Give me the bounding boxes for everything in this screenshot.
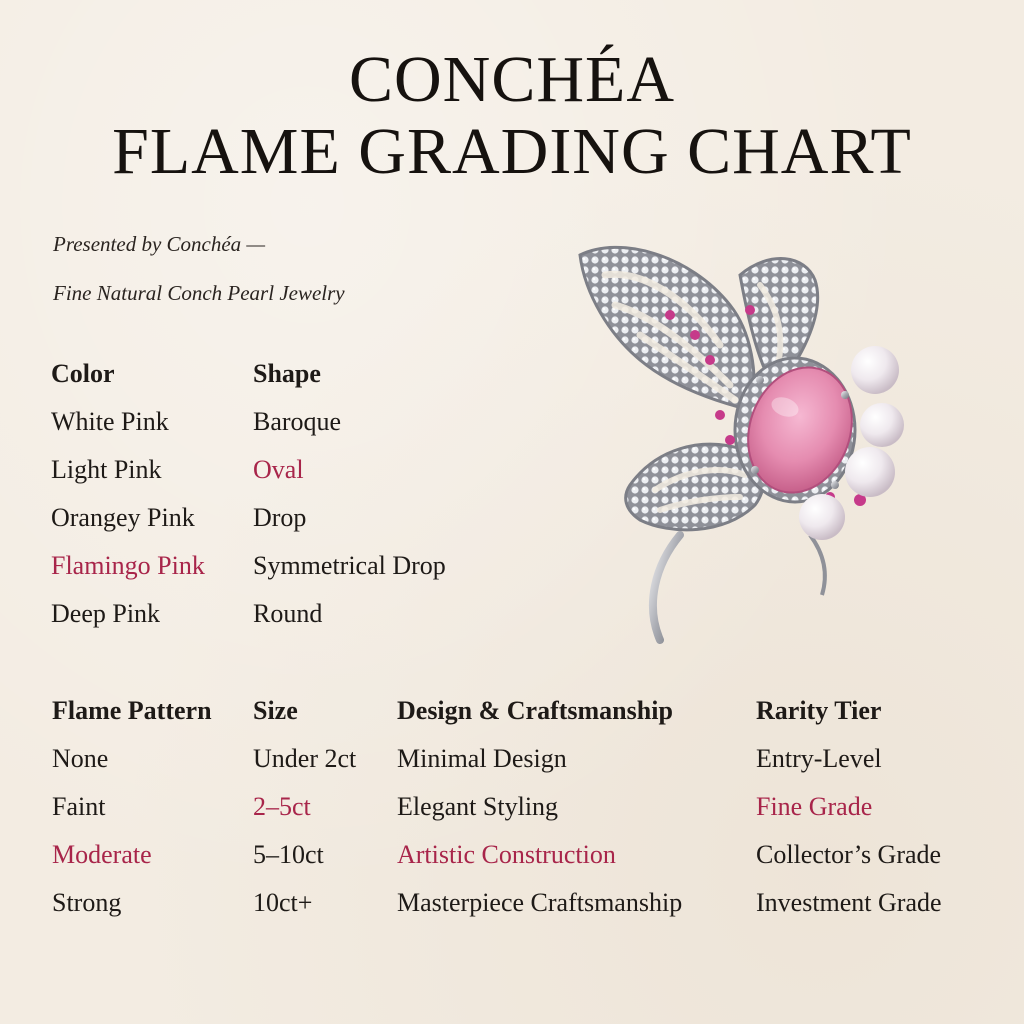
color-item: Light Pink <box>51 455 162 484</box>
shape-header: Shape <box>253 359 321 388</box>
shape-item: Drop <box>253 503 307 532</box>
size-header: Size <box>253 696 298 725</box>
color-item: Deep Pink <box>51 599 161 628</box>
design-item: Elegant Styling <box>397 792 559 821</box>
design-header: Design & Craftsmanship <box>397 696 673 725</box>
size-item: 5–10ct <box>253 840 324 869</box>
size-item-selected: 2–5ct <box>253 792 311 821</box>
size-column <box>253 687 356 927</box>
tagline: Fine Natural Conch Pearl Jewelry <box>53 281 345 305</box>
color-header: Color <box>51 359 115 388</box>
shape-item-selected: Oval <box>253 455 304 484</box>
flame-pattern-item: None <box>52 744 109 773</box>
design-column <box>397 687 682 927</box>
rarity-item: Collector’s Grade <box>756 840 942 869</box>
rarity-item-selected: Fine Grade <box>756 792 873 821</box>
flame-pattern-item: Strong <box>52 888 122 917</box>
flame-pattern-item-selected: Moderate <box>52 840 152 869</box>
size-item: 10ct+ <box>253 888 313 917</box>
design-item-selected: Artistic Construction <box>397 840 616 869</box>
size-item: Under 2ct <box>253 744 357 773</box>
flame-pattern-item: Faint <box>52 792 106 821</box>
chart-title: FLAME GRADING CHART <box>112 115 912 188</box>
shape-item: Baroque <box>253 407 342 436</box>
design-item: Minimal Design <box>397 744 567 773</box>
brand-title: CONCHÉA <box>348 43 675 116</box>
rarity-header: Rarity Tier <box>756 696 882 725</box>
color-item: White Pink <box>51 407 169 436</box>
color-column <box>51 350 205 638</box>
shape-item: Round <box>253 599 323 628</box>
rarity-item: Entry-Level <box>756 744 882 773</box>
flame-pattern-header: Flame Pattern <box>52 696 212 725</box>
design-item: Masterpiece Craftsmanship <box>397 888 683 917</box>
flame-pattern-column <box>52 687 212 927</box>
presented-by: Presented by Conchéa — <box>53 232 266 256</box>
rarity-item: Investment Grade <box>756 888 942 917</box>
color-item-selected: Flamingo Pink <box>51 551 205 580</box>
shape-column <box>253 350 446 638</box>
butterfly-ring-image <box>560 235 940 655</box>
shape-item: Symmetrical Drop <box>253 551 446 580</box>
rarity-column <box>756 687 942 927</box>
color-item: Orangey Pink <box>51 503 195 532</box>
